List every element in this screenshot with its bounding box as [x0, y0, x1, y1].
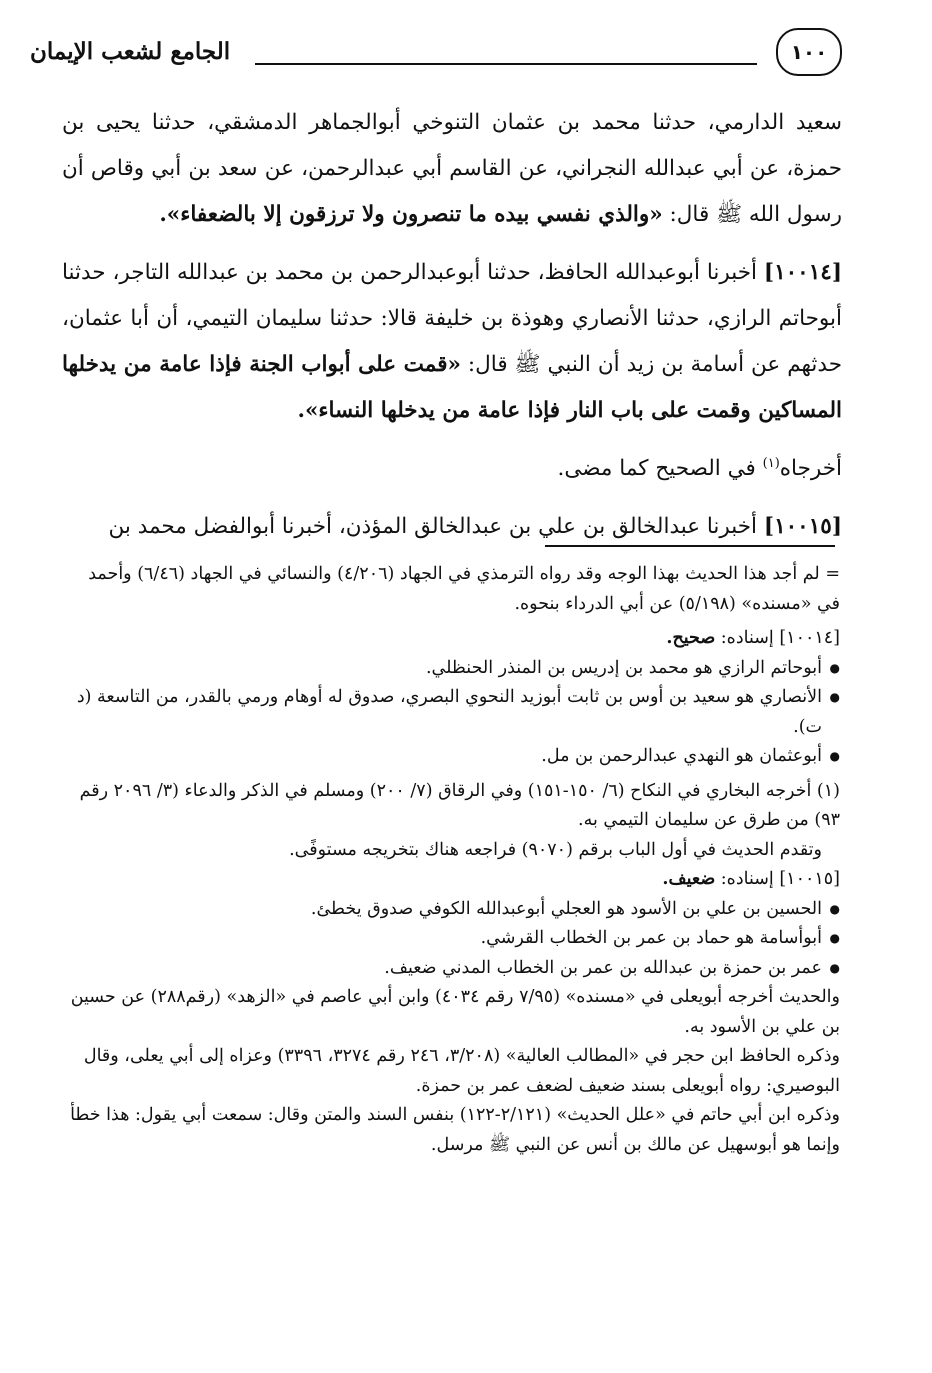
- footnote-bullet-item: ● أبوحاتم الرازي هو محمد بن إدريس بن المنذر الحنظلي.: [70, 654, 840, 684]
- paragraph-3-text-a: أخرجاه: [779, 456, 842, 481]
- footnote-bullet-item: ● الحسين بن علي بن الأسود هو العجلي أبوعبدالله الكوفي صدوق يخطئ.: [70, 895, 840, 925]
- footnotes: [70, 560, 840, 1160]
- paragraph-1-text: سعيد الدارمي، حدثنا محمد بن عثمان التنوخي أبوالجماهر الدمشقي، حدثنا يحيى بن حمزة، عن أبي عبدالله النجراني، عن القاسم أبي عبدالرحمن، عن سعد بن أبي وقاص أن رسول الله ﷺ قال:: [62, 110, 842, 227]
- hadith-quote-1: «والذي نفسي بيده ما تنصرون ولا ترزقون إلا بالضعفاء».: [159, 202, 663, 227]
- paragraph-2: [62, 250, 842, 434]
- book-title: الجامع لشعب الإيمان: [30, 38, 231, 65]
- footnote-text: وذكره ابن أبي حاتم في «علل الحديث» (٢/١٢١-١٢٢) بنفس السند والمتن وقال: سمعت أبي يقول: هذا خطأ وإنما هو أبوسهيل عن مالك بن أنس عن النبي ﷺ مرسل.: [70, 1105, 840, 1155]
- footnote-marker-1[interactable]: (١): [762, 455, 780, 471]
- footnote-grade-value: ضعيف.: [662, 869, 716, 889]
- paragraph-3: [62, 446, 842, 492]
- footnote-grade-10015: [70, 865, 840, 895]
- paragraph-2-text: أخبرنا أبوعبدالله الحافظ، حدثنا أبوعبدالرحمن بن محمد بن عبدالله التاجر، حدثنا أبوحاتم الرازي، حدثنا الأنصاري وهوذة بن خليفة قالا: حدثنا سليمان التيمي، أن أبا عثمان، حدثهم عن أسامة بن زيد أن النبي ﷺ قال:: [62, 260, 842, 377]
- footnote-grade-10014: [70, 624, 840, 654]
- header-rule: [255, 63, 757, 65]
- hadith-quote-2: «قمت على أبواب الجنة فإذا عامة من يدخلها المساكين وقمت على باب النار فإذا عامة من يدخلها النساء».: [62, 352, 842, 423]
- page-number: ١٠٠: [776, 28, 842, 76]
- main-text: [62, 100, 842, 550]
- footnote-bullet-item: ● عمر بن حمزة بن عبدالله بن عمر بن الخطاب المدني ضعيف.: [70, 954, 840, 984]
- footnote-separator: [545, 545, 835, 547]
- footnote-text: وتقدم الحديث في أول الباب برقم (٩٠٧٠) فراجعه هناك بتخريجه مستوفًى.: [289, 839, 822, 860]
- footnote-bullet-item: ● أبوعثمان هو النهدي عبدالرحمن بن مل.: [70, 742, 840, 772]
- hadith-number-10014: [١٠٠١٤]: [763, 260, 842, 285]
- footnote-continuation: = لم أجد هذا الحديث بهذا الوجه وقد رواه الترمذي في الجهاد (٤/٢٠٦) والنسائي في الجهاد (٦/٤٦) وأحمد في «مسنده» (٥/١٩٨) عن أبي الدرداء بنحوه.: [88, 564, 840, 614]
- footnote-text: وذكره الحافظ ابن حجر في «المطالب العالية» (٣/٢٠٨، ٢٤٦ رقم ٣٢٧٤، ٣٣٩٦) وعزاه إلى أبي يعلى، وقال البوصيري: رواه أبويعلى بسند ضعيف لضعف عمر بن حمزة.: [83, 1046, 840, 1096]
- footnote-1: (١) أخرجه البخاري في النكاح (٦/ ١٥٠-١٥١) وفي الرقاق (٧/ ٢٠٠) ومسلم في الذكر والدعاء (٣/ ٢٠٩٦ رقم ٩٣) من طرق عن سليمان التيمي به.: [79, 780, 840, 830]
- footnote-grade-ref: [١٠٠١٤] إسناده:: [715, 628, 840, 648]
- page-header: [30, 28, 842, 80]
- paragraph-3-text-b: في الصحيح كما مضى.: [557, 456, 763, 481]
- paragraph-4: [62, 504, 842, 550]
- footnote-grade-value: صحيح.: [666, 628, 716, 648]
- paragraph-1: [62, 100, 842, 238]
- footnote-bullet-item: ● الأنصاري هو سعيد بن أوس بن ثابت أبوزيد النحوي البصري، صدوق له أوهام ورمي بالقدر، من التاسعة (د ت).: [70, 683, 840, 742]
- footnote-text: والحديث أخرجه أبويعلى في «مسنده» (٧/٩٥ رقم ٤٠٣٤) وابن أبي عاصم في «الزهد» (رقم٢٨٨) عن حسين بن علي بن الأسود به.: [70, 987, 840, 1037]
- paragraph-4-text: أخبرنا عبدالخالق بن علي بن عبدالخالق المؤذن، أخبرنا أبوالفضل محمد بن: [108, 514, 764, 539]
- footnote-bullet-item: ● أبوأسامة هو حماد بن عمر بن الخطاب القرشي.: [70, 924, 840, 954]
- hadith-number-10015: [١٠٠١٥]: [763, 514, 842, 539]
- footnote-grade-ref: [١٠٠١٥] إسناده:: [715, 869, 840, 889]
